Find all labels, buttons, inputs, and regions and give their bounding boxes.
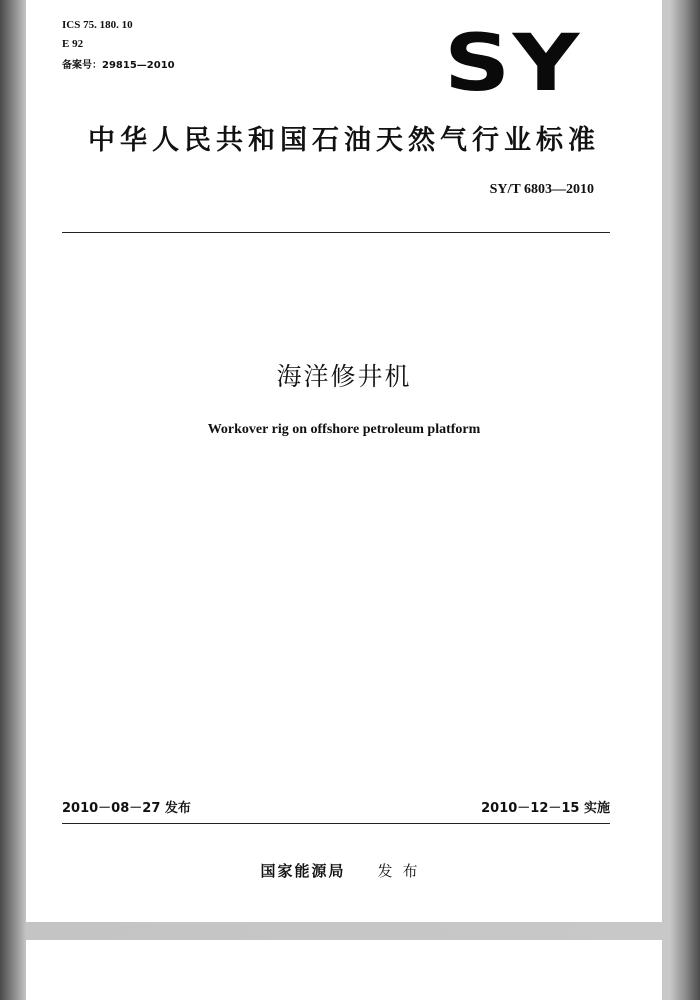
issue-date: 2010－08－27 发布 — [62, 801, 191, 816]
document-page — [26, 0, 662, 922]
standard-number: SY/T 6803—2010 — [489, 182, 594, 197]
org-title: 中华人民共和国石油天然气行业标准 — [88, 125, 600, 156]
publisher-name: 国家能源局 — [260, 862, 346, 880]
top-divider — [62, 232, 610, 233]
publisher-line — [26, 860, 662, 881]
bottom-divider — [62, 823, 610, 824]
implementation-date: 2010－12－15 实施 — [481, 801, 610, 816]
next-page-edge — [26, 940, 662, 1000]
publisher-action: 发布 — [377, 862, 428, 880]
document-title-en: Workover rig on offshore petroleum platform — [207, 422, 481, 437]
document-title-zh: 海洋修井机 — [276, 362, 412, 391]
sy-logo: SY — [444, 19, 582, 109]
ics-code: ICS 75. 180. 10 — [62, 19, 133, 31]
classification-code: E 92 — [62, 38, 84, 50]
record-number: 备案号：29815—2010 — [62, 60, 175, 71]
